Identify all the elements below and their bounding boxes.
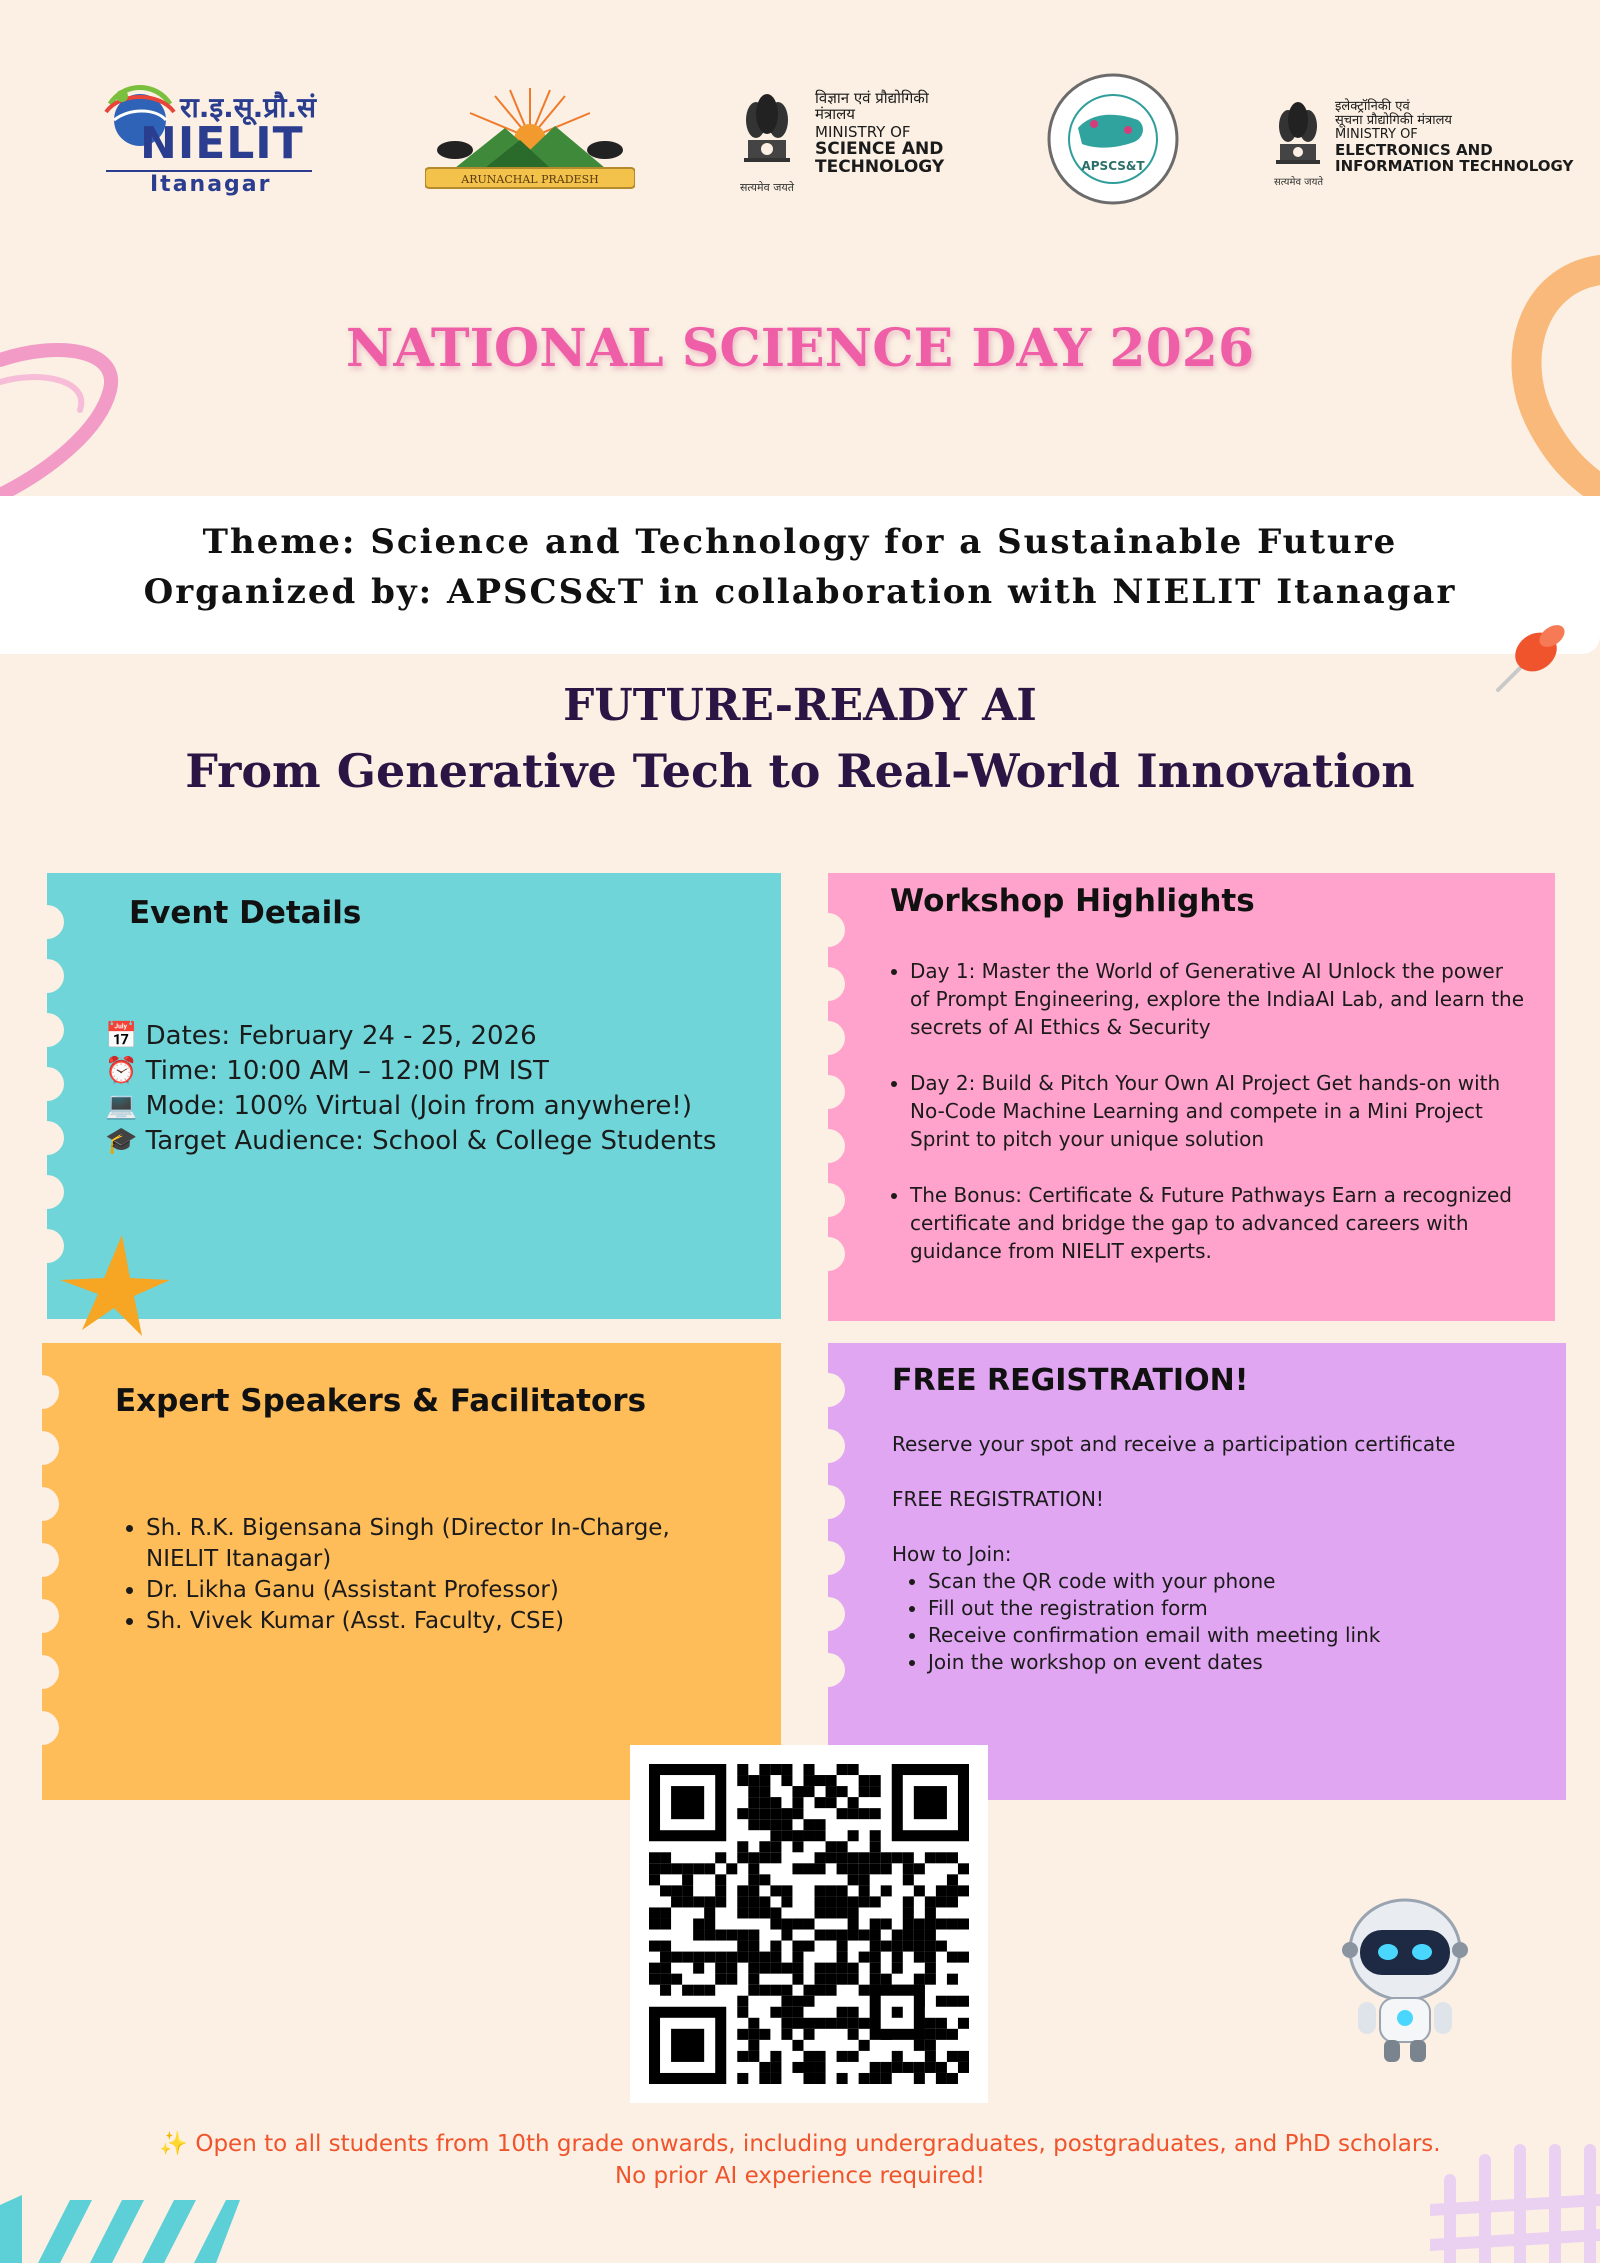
robot-icon (1340, 1890, 1470, 2068)
join-step: • Scan the QR code with your phone (928, 1568, 1532, 1595)
speaker-item: • Sh. R.K. Bigensana Singh (Director In-Charge, NIELIT Itanagar) (146, 1513, 684, 1575)
join-step: • Receive confirmation email with meeting link (928, 1622, 1532, 1649)
speaker-item: • Sh. Vivek Kumar (Asst. Faculty, CSE) (146, 1606, 684, 1637)
meity-line1: ELECTRONICS AND (1335, 141, 1493, 159)
registration-card (828, 1343, 1566, 1800)
join-step: • Fill out the registration form (928, 1595, 1532, 1622)
speakers-list-wrap (124, 1513, 684, 1637)
mst-hindi-name: विज्ञान एवं प्रौद्योगिकी मंत्रालय (815, 89, 929, 123)
event-time (105, 1054, 716, 1089)
workshop-item-day2: • Day 2: Build & Pitch Your Own AI Project Get hands-on with No-Code Machine Learning and compete in a Mini Project Sprint to pitch your unique solution (910, 1069, 1528, 1153)
star-icon (52, 1230, 172, 1340)
event-audience-text: Target Audience: School & College Students (145, 1126, 717, 1156)
mst-line1: SCIENCE AND (815, 139, 944, 159)
ashoka-emblem-icon (738, 80, 796, 180)
ashoka-emblem-icon-2 (1272, 92, 1324, 178)
workshop-list-wrap (888, 957, 1528, 1265)
speakers-list (124, 1513, 684, 1637)
arunachal-banner-text: ARUNACHAL PRADESH (461, 173, 599, 186)
event-time-text: Time: 10:00 AM – 12:00 PM IST (145, 1056, 549, 1086)
apscst-seal-label: APSCS&T (1081, 159, 1145, 173)
event-details-list (105, 1019, 716, 1159)
event-dates (105, 1019, 716, 1054)
event-mode-text: Mode: 100% Virtual (Join from anywhere!) (145, 1091, 692, 1121)
apscst-seal-icon (1046, 72, 1180, 206)
theme-line: Theme: Science and Technology for a Sustainable Future (202, 522, 1398, 562)
headline-secondary: From Generative Tech to Real-World Innovation (185, 744, 1415, 798)
join-step: • Join the workshop on event dates (928, 1649, 1532, 1676)
speaker-item: • Dr. Likha Ganu (Assistant Professor) (146, 1575, 684, 1606)
page-title: NATIONAL SCIENCE DAY 2026 (345, 318, 1255, 379)
nielit-name: NIELIT (140, 118, 304, 169)
registration-heading: FREE REGISTRATION! (892, 1363, 1249, 1398)
registration-body (892, 1431, 1532, 1676)
expert-speakers-card (42, 1343, 781, 1800)
registration-line2: FREE REGISTRATION! (892, 1487, 1104, 1511)
mst-hindi: सत्यमेव जयते (740, 181, 795, 194)
workshop-item-bonus: • The Bonus: Certificate & Future Pathways Earn a recognized certificate and bridge the gap to advanced careers with guidance from NIELIT experts. (910, 1181, 1528, 1265)
meity-line2: INFORMATION TECHNOLOGY (1335, 157, 1574, 175)
nielit-city: Itanagar (150, 172, 272, 197)
graduation-cap-icon: 🎓 (105, 1126, 138, 1156)
event-mode (105, 1089, 716, 1124)
registration-line1: Reserve your spot and receive a participation certificate (892, 1432, 1456, 1456)
how-to-join-label: How to Join: (892, 1542, 1012, 1566)
qr-code[interactable] (630, 1745, 988, 2103)
speakers-heading: Expert Speakers & Facilitators (115, 1383, 647, 1419)
event-dates-text: Dates: February 24 - 25, 2026 (145, 1021, 537, 1051)
organizer-line: Organized by: APSCS&T in collaboration with NIELIT Itanagar (143, 572, 1457, 612)
alarm-clock-icon: ⏰ (105, 1056, 138, 1086)
teal-stripes-decoration (0, 2195, 240, 2263)
event-details-heading: Event Details (129, 895, 362, 931)
theme-band (0, 496, 1600, 654)
workshop-heading: Workshop Highlights (890, 883, 1255, 919)
nielit-hindi-name: रा.इ.सू.प्रौ.सं (180, 91, 317, 124)
workshop-list (888, 957, 1528, 1265)
meity-motto: सत्यमेव जयते (1274, 177, 1324, 188)
arunachal-emblem-icon (425, 78, 635, 196)
workshop-highlights-card (828, 873, 1555, 1321)
mst-ministry-of: MINISTRY OF (815, 123, 911, 141)
mst-line2: TECHNOLOGY (815, 157, 945, 177)
calendar-icon: 📅 (105, 1021, 138, 1051)
headline-primary: FUTURE-READY AI (563, 680, 1037, 731)
footer-line2: No prior AI experience required! (614, 2163, 986, 2189)
laptop-icon: 💻 (105, 1091, 138, 1121)
qr-code-icon (630, 1745, 988, 2103)
meity-hindi2: सूचना प्रौद्योगिकी मंत्रालय (1335, 113, 1452, 128)
event-audience (105, 1124, 716, 1159)
footer-note (0, 2128, 1600, 2192)
meity-ministry-of: MINISTRY OF (1335, 127, 1418, 142)
footer-line1: ✨ Open to all students from 10th grade onwards, including undergraduates, postgraduates, and PhD scholars. (159, 2131, 1441, 2157)
workshop-item-day1: • Day 1: Master the World of Generative AI Unlock the power of Prompt Engineering, explore the IndiaAI Lab, and learn the secrets of AI Ethics & Security (910, 957, 1528, 1041)
meity-hindi1: इलेक्ट्रॉनिकी एवं (1335, 99, 1410, 114)
how-to-join-steps (892, 1568, 1532, 1676)
